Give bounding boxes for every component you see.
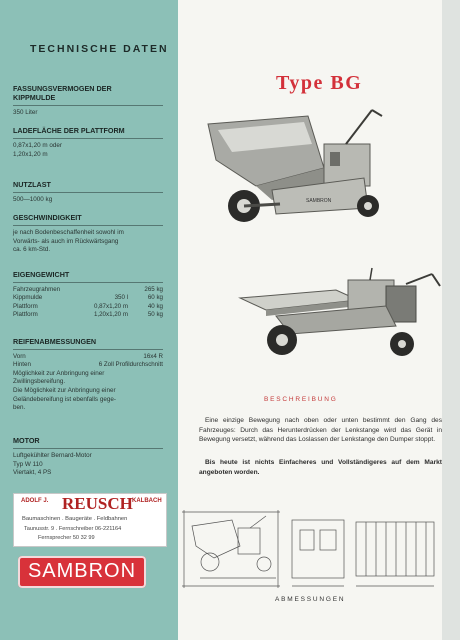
type-title: Type BG: [276, 72, 363, 94]
tire-row-front: Vorn 16x4 R: [13, 353, 163, 360]
section-motor: [13, 436, 163, 478]
description-text: Eine einzige Bewegung nach oben oder unten bestimmt den Gang des Fahrzeuges: Durch das Herunterdrücken der Lenkstange wird das Gerät in Bewegung versetzt, während das Loslassen der Lenkstange den Dumper stoppt.: [199, 417, 442, 443]
weight-row: Plattform 1,20x1,20 m 50 kg: [13, 311, 163, 319]
dealer-line-2: Baumaschinen . Baugeräte . Feldbahnen: [22, 516, 128, 522]
dealer-name: REUSCH: [62, 494, 133, 513]
dealer-stamp: [13, 493, 167, 547]
description-bold-text: Bis heute ist nichts Einfacheres und Vollständigeres auf dem Markt angeboten worden.: [199, 459, 442, 476]
ladeflaeche-heading: LADEFLÄCHE DER PLATTFORM: [13, 126, 125, 135]
motor-heading: MOTOR: [13, 436, 40, 445]
fassung-heading-2: KIPPMULDE: [13, 93, 56, 102]
divider: [13, 138, 163, 139]
geschwindigkeit-heading: GESCHWINDIGKEIT: [13, 213, 82, 222]
weight-row: Kippmulde 350 l 60 kg: [13, 294, 163, 302]
geschwindigkeit-line-1: je nach Bodenbeschaffenheit sowohl im: [13, 229, 124, 236]
nutzlast-heading: NUTZLAST: [13, 180, 51, 189]
dimension-drawings: [180, 506, 442, 594]
section-fassung: [13, 84, 163, 118]
machine-label: SAMBRON: [306, 198, 332, 204]
tire-row-rear: Hinten 6 Zoll Profildurchschnitt: [13, 361, 163, 369]
ladeflaeche-line-2: 1,20x1,20 m: [13, 150, 48, 158]
section-geschwindigkeit: [13, 213, 163, 255]
dealer-suffix: KALBACH: [132, 498, 162, 504]
weight-row: Fahrzeugrahmen 265 kg: [13, 286, 163, 293]
divider: [13, 448, 163, 449]
section-nutzlast: [13, 180, 163, 205]
dumper-skip-photo: [196, 108, 386, 228]
dumper-platform-photo: [236, 264, 446, 364]
fassung-heading-1: FASSUNGSVERMOGEN DER: [13, 84, 112, 93]
logo-text: SAMBRON: [27, 560, 137, 582]
geschwindigkeit-line-2: Vorwärts- als auch im Rückwärtsgang: [13, 237, 119, 245]
motor-line-3: Viertakt, 4 PS: [13, 469, 52, 477]
motor-line-1: Luftgekühlter Bernard-Motor: [13, 452, 92, 459]
section-ladeflaeche: [13, 126, 163, 159]
divider: [13, 105, 163, 106]
divider: [13, 192, 163, 193]
reifen-text: Möglichkeit zur Anbringung einer: [13, 369, 105, 377]
reifen-heading: REIFENABMESSUNGEN: [13, 337, 97, 346]
section-reifen: [13, 337, 163, 413]
divider: [13, 349, 163, 350]
geschwindigkeit-line-3: ca. 6 km-Std.: [13, 246, 51, 254]
eigengewicht-heading: EIGENGEWICHT: [13, 270, 70, 279]
section-eigengewicht: [13, 270, 163, 320]
abmessungen-heading: ABMESSUNGEN: [275, 596, 346, 603]
weight-row: Plattform 0,87x1,20 m 40 kg: [13, 302, 163, 310]
nutzlast-value: 500—1000 kg: [13, 196, 53, 203]
ladeflaeche-line-1: 0,87x1,20 m oder: [13, 142, 63, 149]
dealer-line-4: Fernsprecher 50 32 99: [38, 535, 95, 541]
reifen-text: Zwillingsbereifung.: [13, 378, 66, 386]
motor-line-2: Typ W 110: [13, 460, 43, 468]
dealer-line-3: Taunusstr. 9 . Fernschreiber 06-221164: [24, 526, 122, 532]
technical-data-title: TECHNISCHE DATEN: [30, 43, 169, 55]
reifen-text: Geländebereifung ist ebenfalls gege-: [13, 395, 116, 403]
beschreibung-heading: BESCHREIBUNG: [264, 396, 338, 403]
reifen-text: ben.: [13, 404, 26, 412]
fassung-value: 350 Liter: [13, 109, 38, 116]
dealer-prefix: ADOLF J.: [21, 498, 49, 504]
reifen-text: Die Möglichkeit zur Anbringung einer: [13, 387, 116, 394]
divider: [13, 225, 163, 226]
divider: [13, 282, 163, 283]
sambron-logo: [18, 556, 146, 588]
